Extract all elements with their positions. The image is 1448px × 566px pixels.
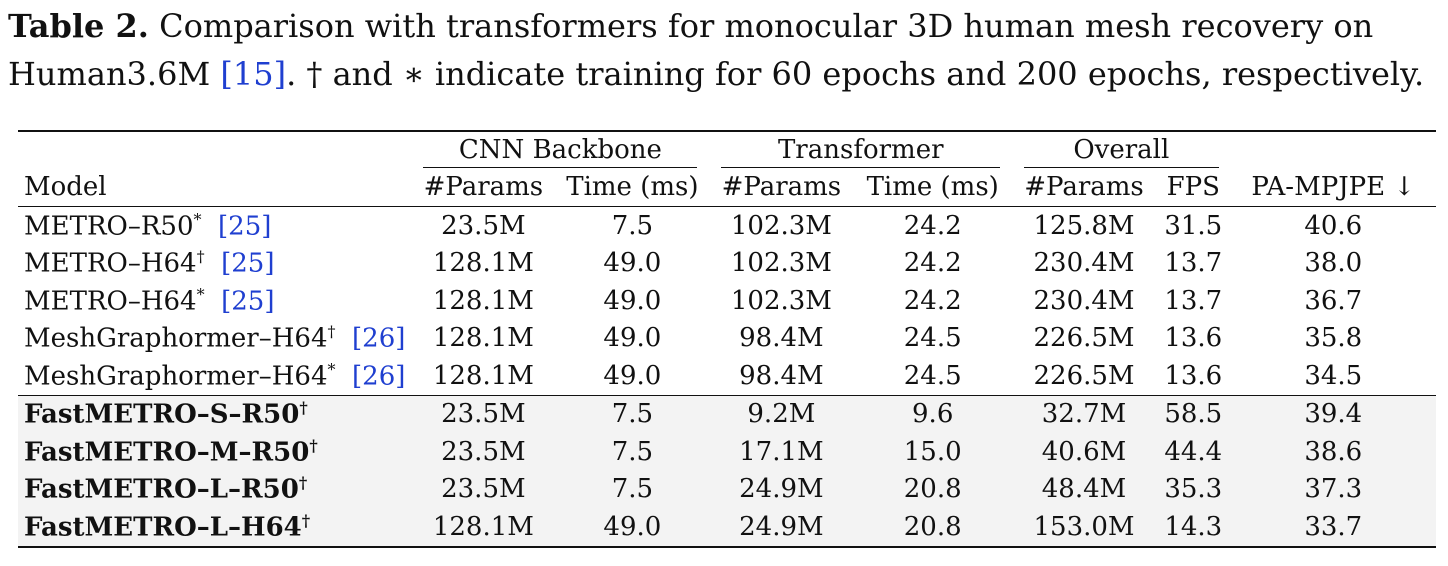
cnn-params-cell: 128.1M — [432, 360, 534, 391]
transformer-time-cell: 24.2 — [903, 285, 962, 316]
cnn-time-cell: 7.5 — [611, 210, 654, 241]
cnn-params-cell: 23.5M — [441, 210, 526, 241]
model-name: METRO–H64† [25] — [24, 247, 275, 280]
pa-mpjpe-cell: 34.5 — [1304, 360, 1363, 391]
table-row-fastmetro — [18, 395, 1436, 433]
column-header-row — [18, 168, 1436, 207]
model-name: MeshGraphormer–H64* [26] — [24, 359, 406, 392]
fps-cell: 35.3 — [1156, 471, 1231, 509]
header-cnn-time: Time (ms) — [566, 172, 699, 202]
table-caption — [8, 2, 1440, 98]
cnn-time-cell: 49.0 — [603, 285, 662, 316]
transformer-time-cell: 9.6 — [853, 395, 1012, 433]
cnn-time-cell: 7.5 — [555, 395, 709, 433]
pa-mpjpe-cell: 40.6 — [1304, 210, 1363, 241]
citation-link[interactable]: [25] — [221, 249, 275, 280]
cnn-params-cell: 23.5M — [411, 433, 555, 471]
transformer-time-cell: 24.5 — [903, 323, 962, 354]
fps-cell: 13.6 — [1164, 360, 1223, 391]
transformer-params-cell: 102.3M — [730, 248, 832, 279]
pa-mpjpe-cell: 39.4 — [1231, 395, 1436, 433]
cnn-time-cell: 49.0 — [603, 360, 662, 391]
citation-link[interactable]: [26] — [352, 361, 406, 392]
transformer-time-cell: 20.8 — [853, 508, 1012, 547]
header-overall-params: #Params — [1024, 172, 1144, 202]
citation-link[interactable]: [25] — [221, 286, 275, 317]
header-pa-mpjpe: PA-MPJPE ↓ — [1251, 172, 1416, 202]
group-header-row — [18, 131, 1436, 168]
header-transformer-params: #Params — [721, 172, 842, 202]
model-name: FastMETRO–L–H64† — [18, 508, 411, 547]
fps-cell: 31.5 — [1164, 210, 1223, 241]
overall-params-cell: 230.4M — [1033, 285, 1135, 316]
caption-text: Comparison with transformers for monocular 3D human mesh recovery on Human3.6M — [8, 7, 1374, 93]
group-transformer: Transformer — [709, 131, 1012, 168]
caption-citation-link[interactable]: [15] — [220, 55, 287, 93]
transformer-time-cell: 24.2 — [903, 210, 962, 241]
group-cnn-backbone: CNN Backbone — [411, 131, 709, 168]
transformer-time-cell: 15.0 — [853, 433, 1012, 471]
table-row-fastmetro — [18, 508, 1436, 547]
table-row — [18, 357, 1436, 395]
fps-cell: 13.6 — [1164, 323, 1223, 354]
transformer-params-cell: 98.4M — [739, 323, 824, 354]
header-cnn-params: #Params — [423, 172, 544, 202]
fps-cell: 58.5 — [1156, 395, 1231, 433]
overall-params-cell: 32.7M — [1012, 395, 1156, 433]
cnn-params-cell: 23.5M — [411, 395, 555, 433]
pa-mpjpe-cell: 35.8 — [1304, 323, 1363, 354]
table-row-fastmetro — [18, 433, 1436, 471]
model-name: MeshGraphormer–H64† [26] — [24, 322, 406, 355]
cnn-params-cell: 23.5M — [411, 471, 555, 509]
pa-mpjpe-cell: 33.7 — [1231, 508, 1436, 547]
citation-link[interactable]: [26] — [352, 324, 406, 355]
transformer-params-cell: 9.2M — [709, 395, 853, 433]
transformer-params-cell: 24.9M — [709, 471, 853, 509]
cnn-params-cell: 128.1M — [432, 323, 534, 354]
transformer-time-cell: 20.8 — [853, 471, 1012, 509]
transformer-params-cell: 102.3M — [730, 285, 832, 316]
transformer-params-cell: 17.1M — [709, 433, 853, 471]
overall-params-cell: 226.5M — [1033, 360, 1135, 391]
overall-params-cell: 153.0M — [1012, 508, 1156, 547]
pa-mpjpe-cell: 36.7 — [1304, 285, 1363, 316]
comparison-table — [18, 130, 1436, 548]
pa-mpjpe-cell: 38.0 — [1304, 248, 1363, 279]
overall-params-cell: 226.5M — [1033, 323, 1135, 354]
pa-mpjpe-cell: 37.3 — [1231, 471, 1436, 509]
cnn-time-cell: 7.5 — [555, 471, 709, 509]
cnn-params-cell: 128.1M — [411, 508, 555, 547]
table-row — [18, 245, 1436, 283]
pa-mpjpe-cell: 38.6 — [1231, 433, 1436, 471]
cnn-time-cell: 49.0 — [603, 323, 662, 354]
transformer-params-cell: 24.9M — [709, 508, 853, 547]
header-transformer-time: Time (ms) — [866, 172, 999, 202]
table-row — [18, 282, 1436, 320]
transformer-time-cell: 24.2 — [903, 248, 962, 279]
citation-link[interactable]: [25] — [218, 211, 272, 242]
table-row — [18, 207, 1436, 245]
model-name: FastMETRO–M–R50† — [18, 433, 411, 471]
fps-cell: 14.3 — [1156, 508, 1231, 547]
transformer-params-cell: 98.4M — [739, 360, 824, 391]
cnn-time-cell: 7.5 — [555, 433, 709, 471]
cnn-params-cell: 128.1M — [432, 248, 534, 279]
caption-text-end: . † and ∗ indicate training for 60 epochs and 200 epochs, respectively. — [286, 55, 1425, 93]
header-model: Model — [24, 172, 107, 202]
cnn-params-cell: 128.1M — [432, 285, 534, 316]
fps-cell: 13.7 — [1164, 285, 1223, 316]
group-overall: Overall — [1012, 131, 1230, 168]
cnn-time-cell: 49.0 — [555, 508, 709, 547]
overall-params-cell: 48.4M — [1012, 471, 1156, 509]
model-name: METRO–H64* [25] — [24, 284, 275, 317]
model-name: FastMETRO–L–R50† — [18, 471, 411, 509]
fps-cell: 44.4 — [1156, 433, 1231, 471]
caption-label: Table 2. — [8, 7, 149, 45]
overall-params-cell: 230.4M — [1033, 248, 1135, 279]
model-name: METRO–R50* [25] — [24, 209, 272, 242]
header-fps: FPS — [1166, 172, 1220, 202]
transformer-time-cell: 24.5 — [903, 360, 962, 391]
overall-params-cell: 125.8M — [1033, 210, 1135, 241]
cnn-time-cell: 49.0 — [603, 248, 662, 279]
transformer-params-cell: 102.3M — [730, 210, 832, 241]
fps-cell: 13.7 — [1164, 248, 1223, 279]
table-row-fastmetro — [18, 471, 1436, 509]
overall-params-cell: 40.6M — [1012, 433, 1156, 471]
model-name: FastMETRO–S–R50† — [18, 395, 411, 433]
table-row — [18, 320, 1436, 358]
